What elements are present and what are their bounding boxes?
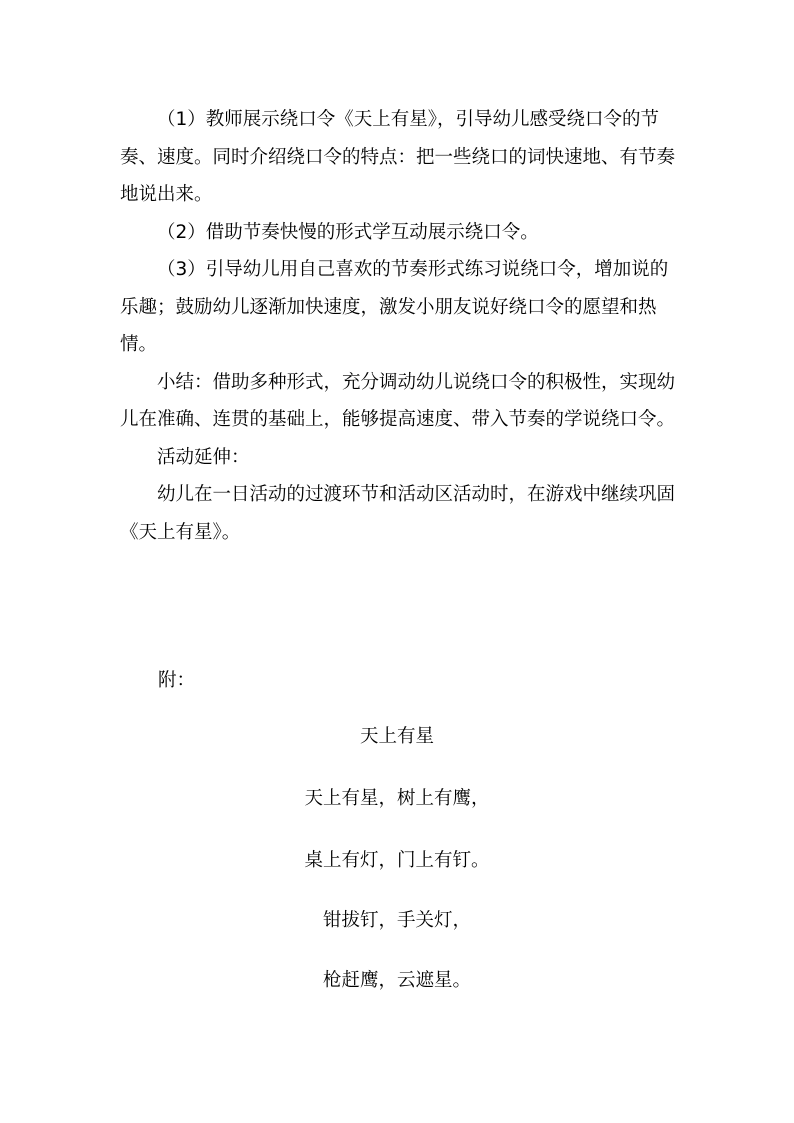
- paragraph-step-1: （1）教师展示绕口令《天上有星》，引导幼儿感受绕口令的节奏、速度。同时介绍绕口令的特点：把一些绕口的词快速地、有节奏地说出来。: [120, 109, 676, 205]
- paragraph-step-3: （3）引导幼儿用自己喜欢的节奏形式练习说绕口令，增加说的乐趣；鼓励幼儿逐渐加快速度，激发小朋友说好绕口令的愿望和热情。: [120, 259, 669, 355]
- poem-line: 桌上有灯，门上有钉。: [304, 850, 490, 871]
- poem-line: 天上有星，树上有鹰，: [304, 788, 490, 809]
- paragraph-extension-heading: 活动延伸：: [157, 446, 250, 468]
- appendix-label: 附：: [158, 670, 196, 691]
- poem-title: 天上有星: [359, 726, 434, 747]
- paragraph-step-2: （2）借助节奏快慢的形式学互动展示绕口令。: [157, 221, 539, 243]
- paragraph-extension: 幼儿在一日活动的过渡环节和活动区活动时，在游戏中继续巩固《天上有星》。: [120, 484, 676, 543]
- body-text: [120, 101, 680, 551]
- poem-line: 枪赶鹰，云遮星。: [322, 970, 471, 991]
- paragraph-summary: 小结：借助多种形式，充分调动幼儿说绕口令的积极性，实现幼儿在准确、连贯的基础上，能够提高速度、带入节奏的学说绕口令。: [120, 371, 676, 430]
- poem-line: 钳拔钉，手关灯，: [322, 910, 471, 931]
